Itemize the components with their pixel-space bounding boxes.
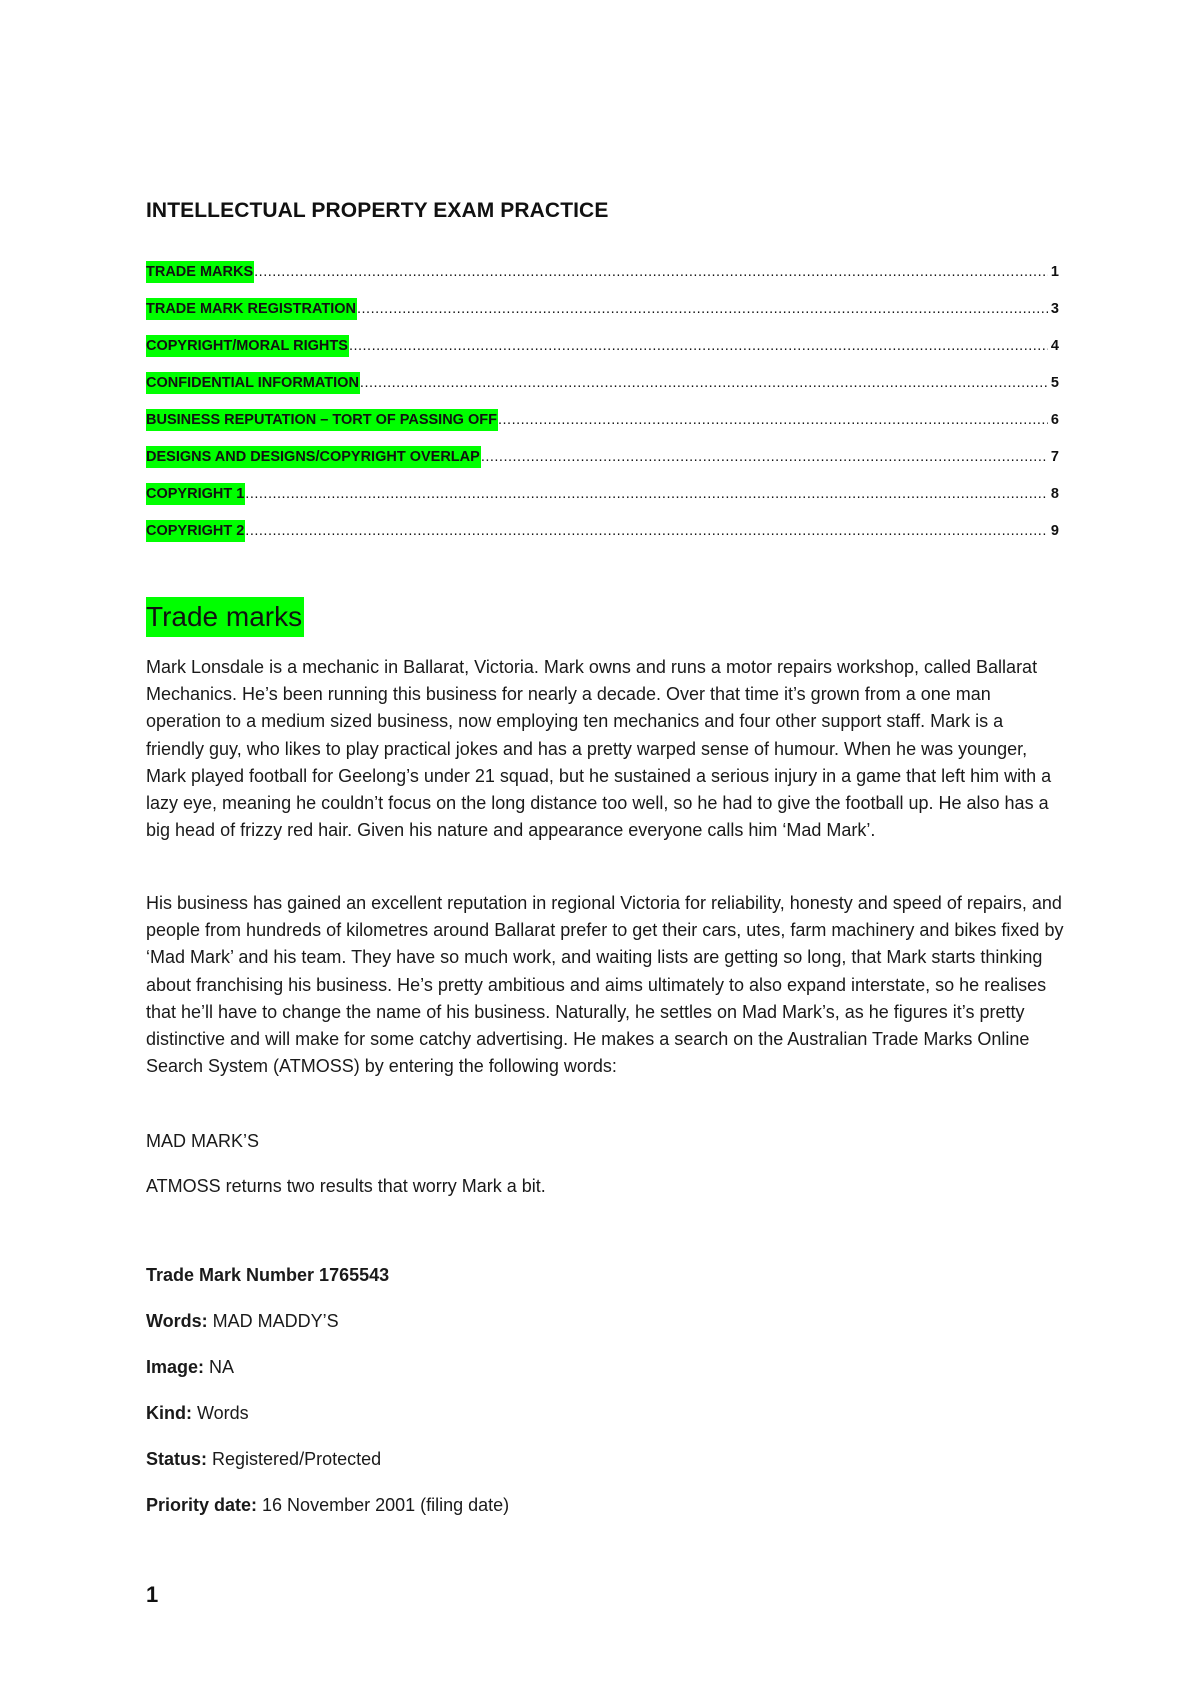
toc-entry-page: 6: [1050, 412, 1059, 428]
body-paragraph: His business has gained an excellent reputation in regional Victoria for reliability, honesty and speed of repairs, and people from hundreds of kilometres around Ballarat prefer to get their cars, utes, farm machinery and bikes fixed by ‘Mad Mark’ and his team. They have so much work, and waiting lists are getting so long, that Mark starts thinking about franchising his business. He’s pretty ambitious and aims ultimately to also expand interstate, so he realises that he’ll have to change the name of his business. Naturally, he settles on Mad Mark’s, as he figures it’s pretty distinctive and will make for some catchy advertising. He makes a search on the Australian Trade Marks Online Search System (ATMOSS) by entering the following words:: [146, 893, 1064, 1077]
detail-value: Registered/Protected: [207, 1449, 382, 1469]
toc-entry-copyright-1[interactable]: [146, 468, 1059, 505]
detail-kind: [146, 1400, 509, 1446]
detail-value: 16 November 2001 (filing date): [257, 1495, 510, 1515]
toc-entry-copyright-moral-rights[interactable]: [146, 320, 1059, 357]
toc-entry-label: COPYRIGHT 1: [146, 483, 245, 505]
toc-dot-leader: [360, 372, 1048, 394]
toc-entry-trade-marks[interactable]: [146, 246, 1059, 283]
toc-entry-business-reputation[interactable]: [146, 394, 1059, 431]
detail-label: Kind:: [146, 1403, 192, 1423]
body-paragraph: ATMOSS returns two results that worry Mark a bit.: [146, 1176, 546, 1196]
toc-entry-label: CONFIDENTIAL INFORMATION: [146, 372, 360, 394]
detail-label: Words:: [146, 1311, 208, 1331]
toc-dot-leader: [254, 261, 1048, 283]
toc-dot-leader: [481, 446, 1048, 468]
toc-entry-trade-mark-registration[interactable]: [146, 283, 1059, 320]
toc-entry-copyright-2[interactable]: [146, 505, 1059, 542]
detail-label: Image:: [146, 1357, 205, 1377]
trade-mark-number-heading: Trade Mark Number 1765543: [146, 1265, 390, 1285]
toc-dot-leader: [498, 409, 1048, 431]
toc-entry-confidential-information[interactable]: [146, 357, 1059, 394]
detail-value: MAD MADDY’S: [207, 1311, 339, 1331]
search-term: MAD MARK’S: [146, 1131, 260, 1151]
toc-entry-page: 3: [1050, 301, 1059, 317]
toc-entry-label: BUSINESS REPUTATION – TORT OF PASSING OFF: [146, 409, 498, 431]
section-heading-trade-marks: Trade marks: [146, 597, 304, 637]
body-paragraph: Mark Lonsdale is a mechanic in Ballarat, Victoria. Mark owns and runs a motor repairs workshop, called Ballarat Mechanics. He’s been running this business for nearly a decade. Over that time it’s grown from a one man operation to a medium sized business, now employing ten mechanics and four other support staff. Mark is a friendly guy, who likes to play practical jokes and has a pretty warped sense of humour. When he was younger, Mark played football for Geelong’s under 21 squad, but he sustained a serious injury in a game that left him with a lazy eye, meaning he couldn’t focus on the long distance too well, so he had to give the football up. He also has a big head of frizzy red hair. Given his nature and appearance everyone calls him ‘Mad Mark’.: [146, 657, 1052, 841]
toc-dot-leader: [245, 520, 1048, 542]
toc-entry-label: COPYRIGHT 2: [146, 520, 245, 542]
toc-dot-leader: [357, 298, 1048, 320]
toc-entry-label: TRADE MARKS: [146, 261, 254, 283]
detail-words: [146, 1308, 509, 1354]
detail-priority-date: [146, 1492, 509, 1538]
toc-entry-page: 7: [1050, 449, 1059, 465]
document-title: INTELLECTUAL PROPERTY EXAM PRACTICE: [146, 199, 609, 222]
toc-entry-label: COPYRIGHT/MORAL RIGHTS: [146, 335, 349, 357]
toc-entry-designs[interactable]: [146, 431, 1059, 468]
page-number: 1: [146, 1582, 159, 1607]
toc-entry-page: 1: [1050, 264, 1059, 280]
toc-entry-page: 9: [1050, 523, 1059, 539]
toc-dot-leader: [349, 335, 1048, 357]
toc-entry-label: TRADE MARK REGISTRATION: [146, 298, 357, 320]
table-of-contents: [146, 246, 1059, 542]
detail-value: NA: [204, 1357, 235, 1377]
trade-mark-details: [146, 1262, 509, 1538]
trade-mark-number: [146, 1262, 509, 1308]
detail-label: Priority date:: [146, 1495, 258, 1515]
toc-entry-page: 5: [1050, 375, 1059, 391]
detail-label: Status:: [146, 1449, 208, 1469]
detail-value: Words: [191, 1403, 249, 1423]
toc-dot-leader: [245, 483, 1048, 505]
detail-status: [146, 1446, 509, 1492]
detail-image: [146, 1354, 509, 1400]
toc-entry-page: 8: [1050, 486, 1059, 502]
toc-entry-label: DESIGNS AND DESIGNS/COPYRIGHT OVERLAP: [146, 446, 481, 468]
toc-entry-page: 4: [1050, 338, 1059, 354]
